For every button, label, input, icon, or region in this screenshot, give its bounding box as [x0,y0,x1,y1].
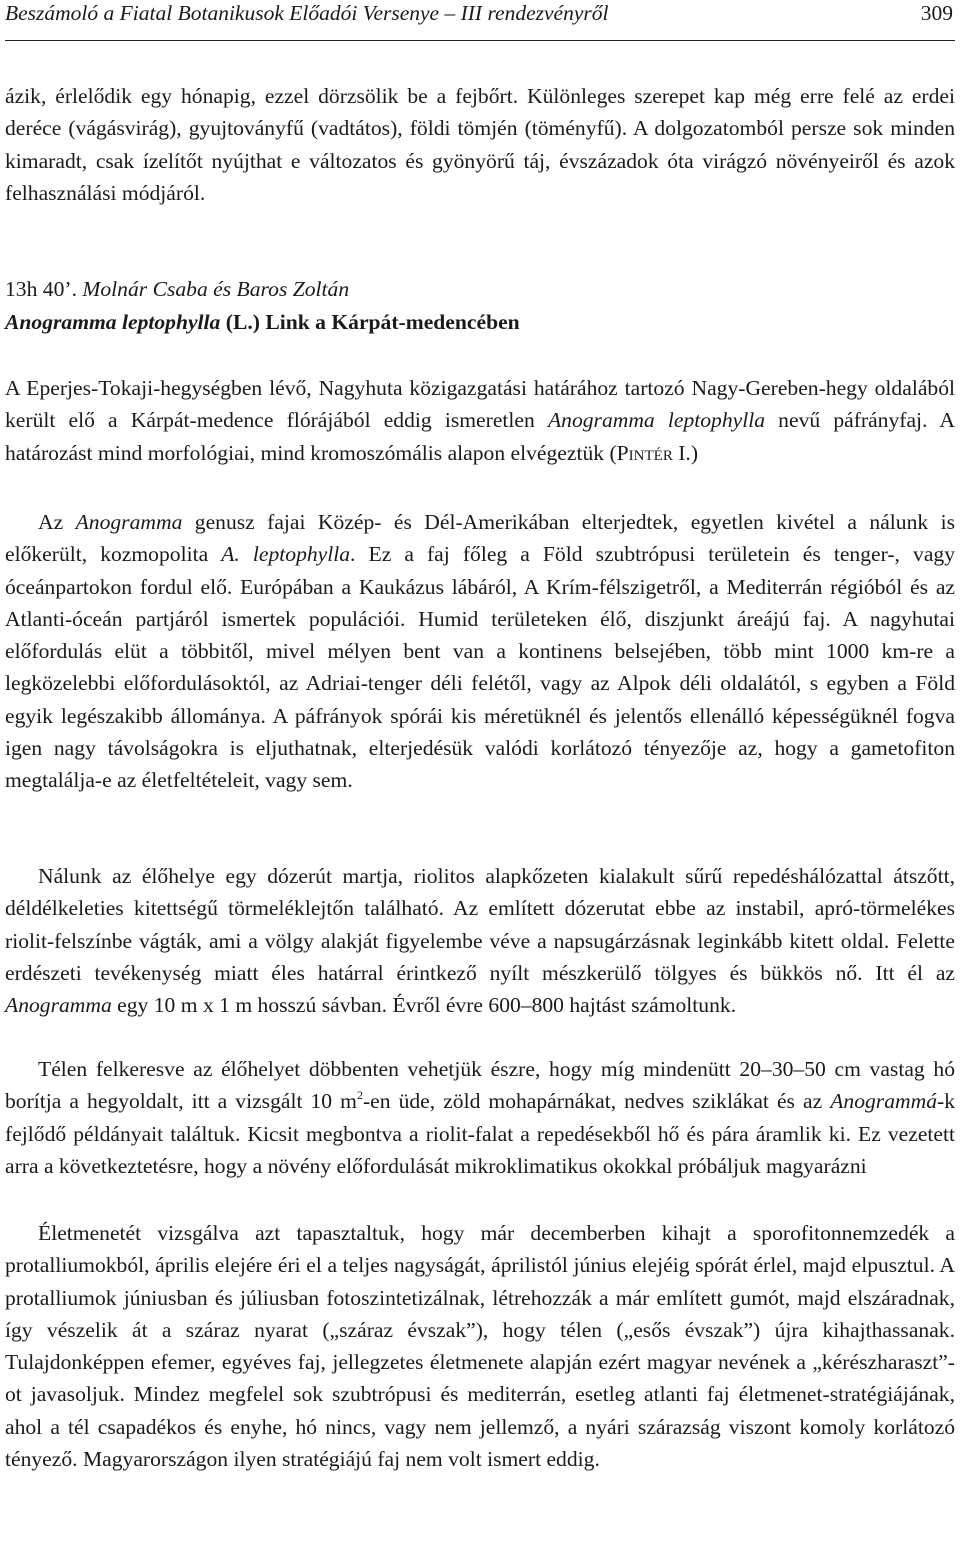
talk-title-species: Anogramma leptophylla [5,310,221,334]
talk-title [5,306,955,338]
talk-title-rest: (L.) Link a Kárpát-medencében [225,310,520,334]
text-run: genusz fajai Közép- és Dél-Amerikában elterjedtek, egyetlen kivétel a nálunk is előkerült, kozmopolita [5,510,956,567]
running-header-title: Beszámoló a Fiatal Botanikusok Előadói Versenye – III rendezvényről [5,1,609,25]
continuation-paragraph: ázik, érlelődik egy hónapig, ezzel dörzsölik be a fejbőrt. Különleges szerepet kap még erre felé az erdei derécе (vágásvirág), gyujtoványfű (vadtátos), földi tömjén (töményfű). A dolgozatomból persze sok minden kimaradt, csak ízelítőt nyújthat e változatos és gyönyörű táj, évszázadok óta virágzó növényeiről és azok felhasználási módjáról. [5,84,955,205]
text-run: nevű páfrányfaj. A határozást mind morfológiai, mind kromoszómális alapon elvégeztük ( [5,408,955,465]
text-run: Télen felkeresve az élőhelyet döbbenten vehetjük észre, hogy míg mindenütt 20–30–50 cm vastag hó borítja a hegyoldalt, itt a vizsgált 10 m [5,1057,955,1114]
paragraph-1 [5,372,955,469]
text-run: Nálunk az élőhelye egy dózerút martja, riolitos alapkőzeten kialakult sűrű repedéshálózattal átszőtt, déldélkeleties kitettségű törmeléklejtőn található. Az említett dózerutat ebbe az instabil, apró-törmelékes riolit-felszínbe vágták, ami a völgy alakját figyelembe véve a napsugárzásnak leginkább kitett oldal. Felette erdészeti tevékenység miatt éles határral érintkező nyílt mészkerülő tölgyes és bükkös nő. Itt él az [5,864,955,985]
text-run: . Ez a faj főleg a Föld szubtrópusi területein és tenger-, vagy óceánpartokon fordul elő. Európában a Kaukázus lábáról, A Krím-félszigetről, a Mediterrán régióból és az Atlanti-óceán partjáról ismertek populációi. Humid területeken élő, diszjunkt áreájú faj. A nagyhutai előfordulás elüt a többitől, mivel mélyen bent van a kontinens belsejében, több mint 1000 km-re a legközelebbi előfordulásoktól, az Adriai-tenger déli felétől, vagy az Alpok déli oldalától, s egyben a Föld egyik legészakibb állománya. A páfrányok spórái kis méretüknél és jelentős ellenálló képességüknél fogva igen nagy távolságokra is eljuthatnak, elterjedésük valódi korlátozó tényezője az, hogy a gametofiton megtalálja-e az életfeltételeit, vagy sem. [5,542,955,793]
session-line [5,273,955,305]
text-run: -k fejlődő példányait találtuk. Kicsit megbontva a riolit-falat a repedésekből hő és pára áramlik ki. Ez vezetett arra a következtetésre, hogy a növény előfordulását mikroklimatikus okokkal próbáljuk magyarázni [5,1089,955,1178]
session-authors: Molnár Csaba és Baros Zoltán [82,277,350,301]
superscript: 2 [356,1088,363,1103]
paragraph-4 [5,1053,955,1182]
page-number: 309 [920,1,953,25]
species-name: Anogramma leptophylla [547,408,766,433]
session-time: 13h 40’. [5,277,77,301]
genus-name: Anogramma [75,510,183,534]
paragraph-2 [5,506,955,797]
author-name: Pintér [616,440,673,465]
paragraph-5: Életmenetét vizsgálva azt tapasztaltuk, hogy már decemberben kihajt a sporofitonnemzedék a protalliumokból, április elejére éri el a teljes nagyságát, áprilistól június elejéig spórát érlel, majd elpusztul. A protalliumok júniusban és júliusban fotoszintetizálnak, létrehozzák a már említett gumót, majd elszáradnak, így vészelik át a száraz nyarat („száraz évszak”), hogy télen („esős évszak”) újra kihajthassanak. Tulajdonképpen efemer, egyéves faj, jellegzetes életmenete alapján ezért magyar nevének a „kérészharaszt”-ot javasoljuk. Mindez megfelel sok szubtrópusi és mediterrán, esetleg atlanti faj életmenet-stratégiájának, ahol a tél csapadékos és enyhe, hó nincs, vagy nem jellemző, a nyári szárazság viszont komoly korlátozó tényező. Magyarországon ilyen stratégiájú faj nem volt ismert eddig. [5,1221,955,1472]
text-run: egy 10 m x 1 m hosszú sávban. Évről évre 600–800 hajtást számoltunk. [111,993,737,1018]
text-run: A Eperjes-Tokaji-hegységben lévő, Nagyhuta közigazgatási határához tartozó Nagy-Gereben-hegy oldalából került elő a Kárpát-medence flórájából eddig ismeretlen [5,376,955,433]
text-run: I.) [672,440,699,465]
species-name: A. leptophylla [221,542,351,567]
paragraph-3 [5,860,955,1021]
text-run: -en üde, zöld mohapárnákat, nedves sziklákat és az [362,1089,831,1114]
text-run: Az [38,510,76,534]
genus-name: Anogrammá [830,1089,937,1114]
genus-name: Anogramma [5,993,112,1018]
running-header [5,0,955,41]
